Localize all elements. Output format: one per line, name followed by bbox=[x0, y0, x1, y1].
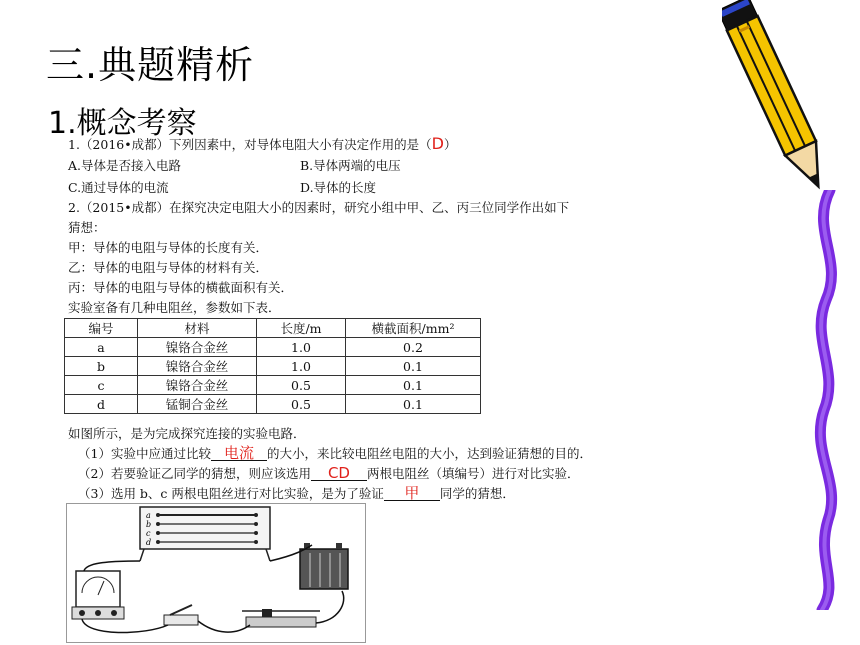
q2-part3-answer: 甲 bbox=[384, 486, 440, 501]
section-subtitle: 1.概念考察 bbox=[48, 106, 197, 141]
q2-guess-yi: 乙：导体的电阻与导体的材料有关． bbox=[68, 260, 269, 275]
battery-icon bbox=[300, 543, 348, 589]
q2-stem-line1: 2.（2015•成都）在探究决定电阻大小的因素时，研究小组中甲、乙、丙三位同学作出如下 bbox=[68, 200, 570, 215]
q2-part2-text: （2）若要验证乙同学的猜想，则应该选用 bbox=[78, 466, 311, 481]
table-cell: 0.1 bbox=[346, 376, 481, 395]
q1-answer: D bbox=[431, 134, 444, 153]
table-header-cell: 长度/m bbox=[257, 319, 346, 338]
slide-title: 三.典题精析 bbox=[46, 43, 255, 87]
ammeter-icon bbox=[72, 571, 124, 619]
q2-part2-text-after: 两根电阻丝（填编号）进行对比实验． bbox=[366, 466, 580, 481]
table-cell: 镍铬合金丝 bbox=[138, 376, 257, 395]
wire-label-a: a bbox=[146, 511, 151, 520]
pencil-icon bbox=[722, 0, 830, 195]
table-cell: b bbox=[65, 357, 138, 376]
q2-guess-jia: 甲：导体的电阻与导体的长度有关． bbox=[68, 240, 269, 255]
q1-option-c: C.通过导体的电流 bbox=[68, 180, 169, 195]
table-row bbox=[65, 357, 481, 376]
table-cell: 0.5 bbox=[257, 376, 346, 395]
table-cell: a bbox=[65, 338, 138, 357]
table-row bbox=[65, 376, 481, 395]
q2-part3-text: （3）选用 b、c 两根电阻丝进行对比实验，是为了验证 bbox=[78, 486, 384, 501]
q1-stem-close: ） bbox=[443, 137, 457, 152]
q1-option-b: B.导体两端的电压 bbox=[300, 158, 401, 173]
q2-circuit-intro: 如图所示，是为完成探究连接的实验电路． bbox=[68, 426, 306, 441]
table-cell: 锰铜合金丝 bbox=[138, 395, 257, 414]
q2-part1-text-after: 的大小，来比较电阻丝电阻的大小，达到验证猜想的目的． bbox=[266, 446, 592, 461]
table-cell: 0.1 bbox=[346, 357, 481, 376]
q1-stem-text: 1.（2016•成都）下列因素中，对导体电阻大小有决定作用的是（ bbox=[68, 137, 432, 152]
q1-option-a: A.导体是否接入电路 bbox=[68, 158, 182, 173]
table-header-row bbox=[65, 319, 481, 338]
table-header-cell: 横截面积/mm² bbox=[346, 319, 481, 338]
table-cell: 镍铬合金丝 bbox=[138, 357, 257, 376]
table-cell: 0.5 bbox=[257, 395, 346, 414]
q2-part3-text-after: 同学的猜想． bbox=[439, 486, 515, 501]
q2-part1-answer: 电流 bbox=[211, 446, 267, 461]
q2-part2 bbox=[78, 464, 579, 482]
table-cell: 1.0 bbox=[257, 338, 346, 357]
table-header-cell: 材料 bbox=[138, 319, 257, 338]
wire-label-b: b bbox=[146, 520, 152, 529]
table-cell: 1.0 bbox=[257, 357, 346, 376]
table-header-cell: 编号 bbox=[65, 319, 138, 338]
q2-stem-line2: 猜想： bbox=[68, 220, 106, 235]
q2-part3 bbox=[78, 484, 515, 502]
table-row bbox=[65, 395, 481, 414]
table-row bbox=[65, 338, 481, 357]
resistance-wire-table bbox=[64, 318, 481, 414]
rheostat-icon bbox=[242, 609, 320, 627]
wire-label-d: d bbox=[146, 538, 152, 547]
q1-option-d: D.导体的长度 bbox=[300, 180, 377, 195]
table-cell: 镍铬合金丝 bbox=[138, 338, 257, 357]
ribbon-decoration bbox=[800, 190, 860, 610]
circuit-diagram bbox=[66, 503, 366, 643]
table-cell: d bbox=[65, 395, 138, 414]
q2-part1-text: （1）实验中应通过比较 bbox=[78, 446, 211, 461]
q2-part1 bbox=[78, 444, 592, 462]
table-cell: 0.2 bbox=[346, 338, 481, 357]
table-cell: 0.1 bbox=[346, 395, 481, 414]
q2-guess-bing: 丙：导体的电阻与导体的横截面积有关． bbox=[68, 280, 294, 295]
q2-table-intro: 实验室备有几种电阻丝，参数如下表． bbox=[68, 300, 281, 315]
q2-part2-answer: CD bbox=[311, 466, 367, 481]
q1-stem bbox=[68, 134, 456, 153]
table-cell: c bbox=[65, 376, 138, 395]
wire-label-c: c bbox=[146, 529, 151, 538]
